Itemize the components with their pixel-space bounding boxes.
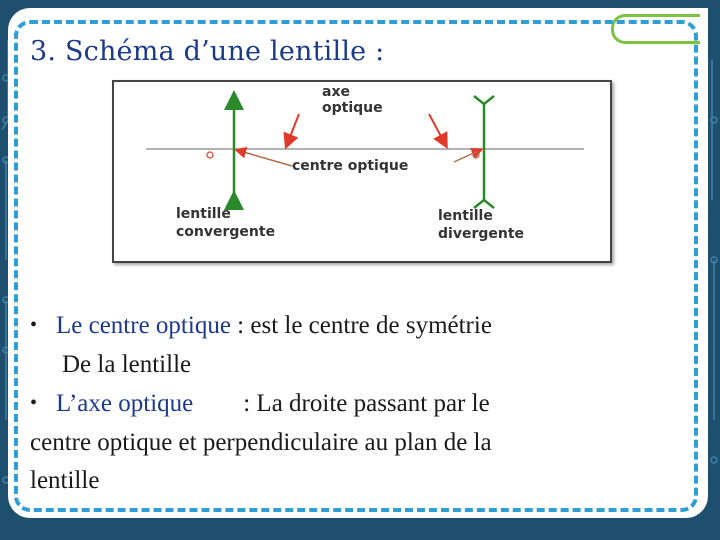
bullet-line-2 — [30, 384, 690, 424]
axis-arrow-right — [429, 114, 444, 142]
diverging-lens-top — [474, 96, 494, 104]
diverging-lens-bottom — [474, 200, 494, 208]
slide-title: 3. Schéma d’une lentille : — [30, 36, 385, 67]
label-lentille-convergente-1: lentille — [176, 206, 231, 222]
label-lentille-divergente-2: divergente — [438, 226, 525, 242]
term-axe-optique: L’axe optique — [56, 390, 194, 417]
focal-point-right — [473, 152, 479, 158]
bullet-line-1-cont: De la lentille — [62, 350, 192, 378]
label-centre-optique: centre optique — [292, 158, 409, 174]
term-centre-optique: Le centre optique — [56, 312, 231, 339]
bullet-icon: • — [30, 392, 38, 414]
focal-point-left — [207, 152, 213, 158]
axis-arrow-left — [288, 114, 299, 142]
bullet-line-1 — [30, 306, 690, 346]
content-text — [30, 306, 690, 501]
label-optique: optique — [322, 100, 383, 116]
bullet-line-2-cont2: lentille — [30, 467, 100, 494]
bullet-line-2-cont1: centre optique et perpendiculaire au plan de la — [30, 428, 492, 456]
label-axe: axe — [322, 84, 350, 100]
bullet-icon: • — [30, 314, 38, 336]
center-arrow-left — [240, 151, 292, 166]
label-lentille-divergente-1: lentille — [438, 208, 493, 224]
lens-diagram — [112, 80, 612, 263]
definition-centre-optique: : est le centre de symétrie — [230, 312, 492, 339]
label-lentille-convergente-2: convergente — [176, 224, 276, 240]
definition-axe-optique: : La droite passant par le — [243, 390, 490, 417]
